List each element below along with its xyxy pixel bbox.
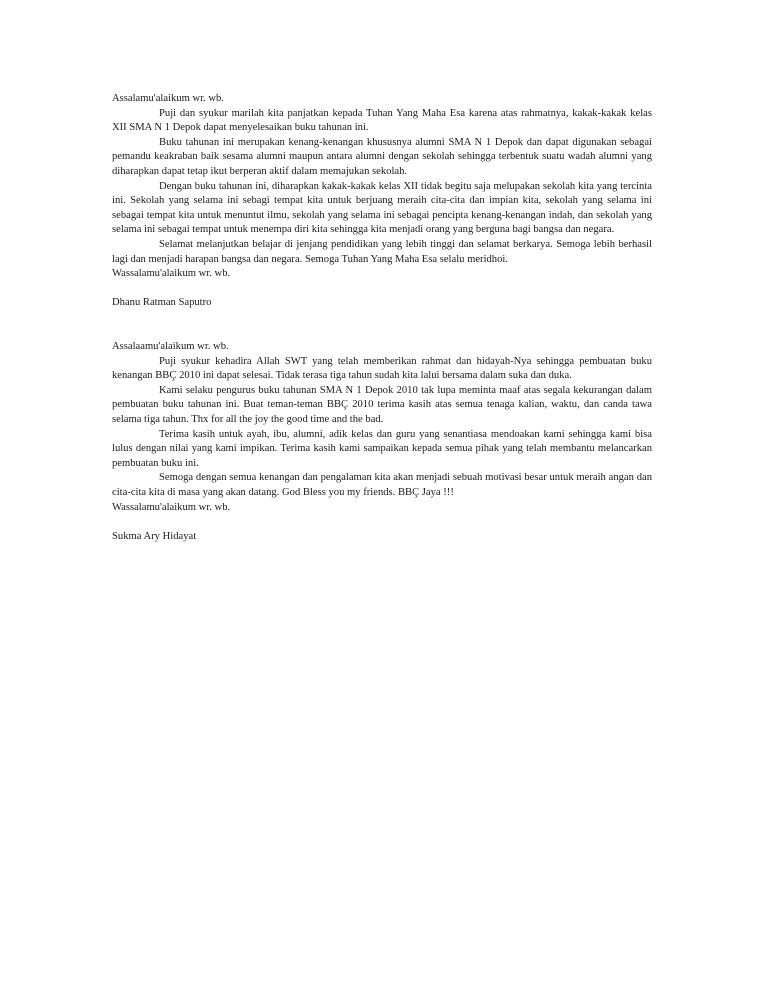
spacer [112, 311, 652, 340]
letter-2-paragraph-2: Kami selaku pengurus buku tahunan SMA N 1 Depok 2010 tak lupa meminta maaf atas segala kekurangan dalam pembuatan buku tahunan ini. Buat teman-teman BBÇ 2010 terima kasih atas semua tenaga kalian, waktu, dan canda tawa selama tiga tahun. Thx for all the joy the good time and the bad. [112, 384, 652, 426]
letter-1-closing: Wassalamu'alaikum wr. wb. [112, 268, 231, 280]
spacer [112, 515, 652, 530]
letter-1-greeting: Assalamu'alaikum wr. wb. [112, 93, 224, 104]
letter-2-paragraph-3: Terima kasih untuk ayah, ibu, alumni, adik kelas dan guru yang senantiasa mendoakan kami sehingga kami bisa lulus dengan nilai yang kami impikan. Terima kasih kami sampaikan kepada semua pihak yang telah membantu melancarkan pembuatan buku ini. [112, 428, 652, 469]
letter-1 [112, 92, 652, 311]
letter-2-paragraph-1: Puji syukur kehadira Allah SWT yang telah memberikan rahmat dan hidayah-Nya sehingga pembuatan buku kenangan BBÇ 2010 ini dapat selesai. Tidak terasa tiga tahun sudah kita lalui bersama dalam suka dan duka. [112, 355, 652, 382]
letter-1-paragraph-1: Puji dan syukur marilah kita panjatkan kepada Tuhan Yang Maha Esa karena atas rahmatnya, kakak-kakak kelas XII SMA N 1 Depok dapat menyelesaikan buku tahunan ini. [112, 107, 652, 134]
spacer [112, 282, 652, 297]
letter-1-signature: Dhanu Ratman Saputro [112, 297, 212, 309]
letter-1-paragraph-4: Selamat melanjutkan belajar di jenjang pendidikan yang lebih tinggi dan selamat berkarya. Semoga lebih berhasil lagi dan menjadi harapan bangsa dan negara. Semoga Tuhan Yang Maha Esa selalu meridhoi. [112, 238, 652, 265]
letter-2 [112, 340, 652, 544]
letter-2-signature: Sukma Ary Hidayat [112, 530, 197, 542]
letter-1-paragraph-2: Buku tahunan ini merupakan kenang-kenangan khususnya alumni SMA N 1 Depok dan dapat digunakan sebagai pemandu keakraban baik sesama alumni maupun antara alumni dengan sekolah sehingga terbentuk suatu wadah alumni yang diharapkan dapat tetap ikut berperan aktif dalam memajukan sekolah. [112, 136, 652, 177]
letter-2-closing: Wassalamu'alaikum wr. wb. [112, 501, 231, 513]
letter-1-paragraph-3: Dengan buku tahunan ini, diharapkan kakak-kakak kelas XII tidak begitu saja melupakan sekolah kita yang tercinta ini. Sekolah yang selama ini sebagi tempat kita untuk berjuang meraih cita-cita dan impian kita, sekolah yang selama ini sebagai tempat kita untuk menuntut ilmu, sekolah yang selama ini sebagai pencipta kenang-kenangan indah, dan sekolah yang selama ini sebagai tempat untuk menempa diri kita sehingga kita menjadi orang yang berguna bagi bangsa dan negara. [112, 180, 652, 236]
document-page [112, 92, 652, 544]
letter-2-paragraph-4: Semoga dengan semua kenangan dan pengalaman kita akan menjadi sebuah motivasi besar untuk meraih angan dan cita-cita kita di masa yang akan datang. God Bless you my friends. BBÇ Jaya !!! [112, 472, 652, 499]
letter-2-greeting: Assalaamu'alaikum wr. wb. [112, 341, 229, 353]
